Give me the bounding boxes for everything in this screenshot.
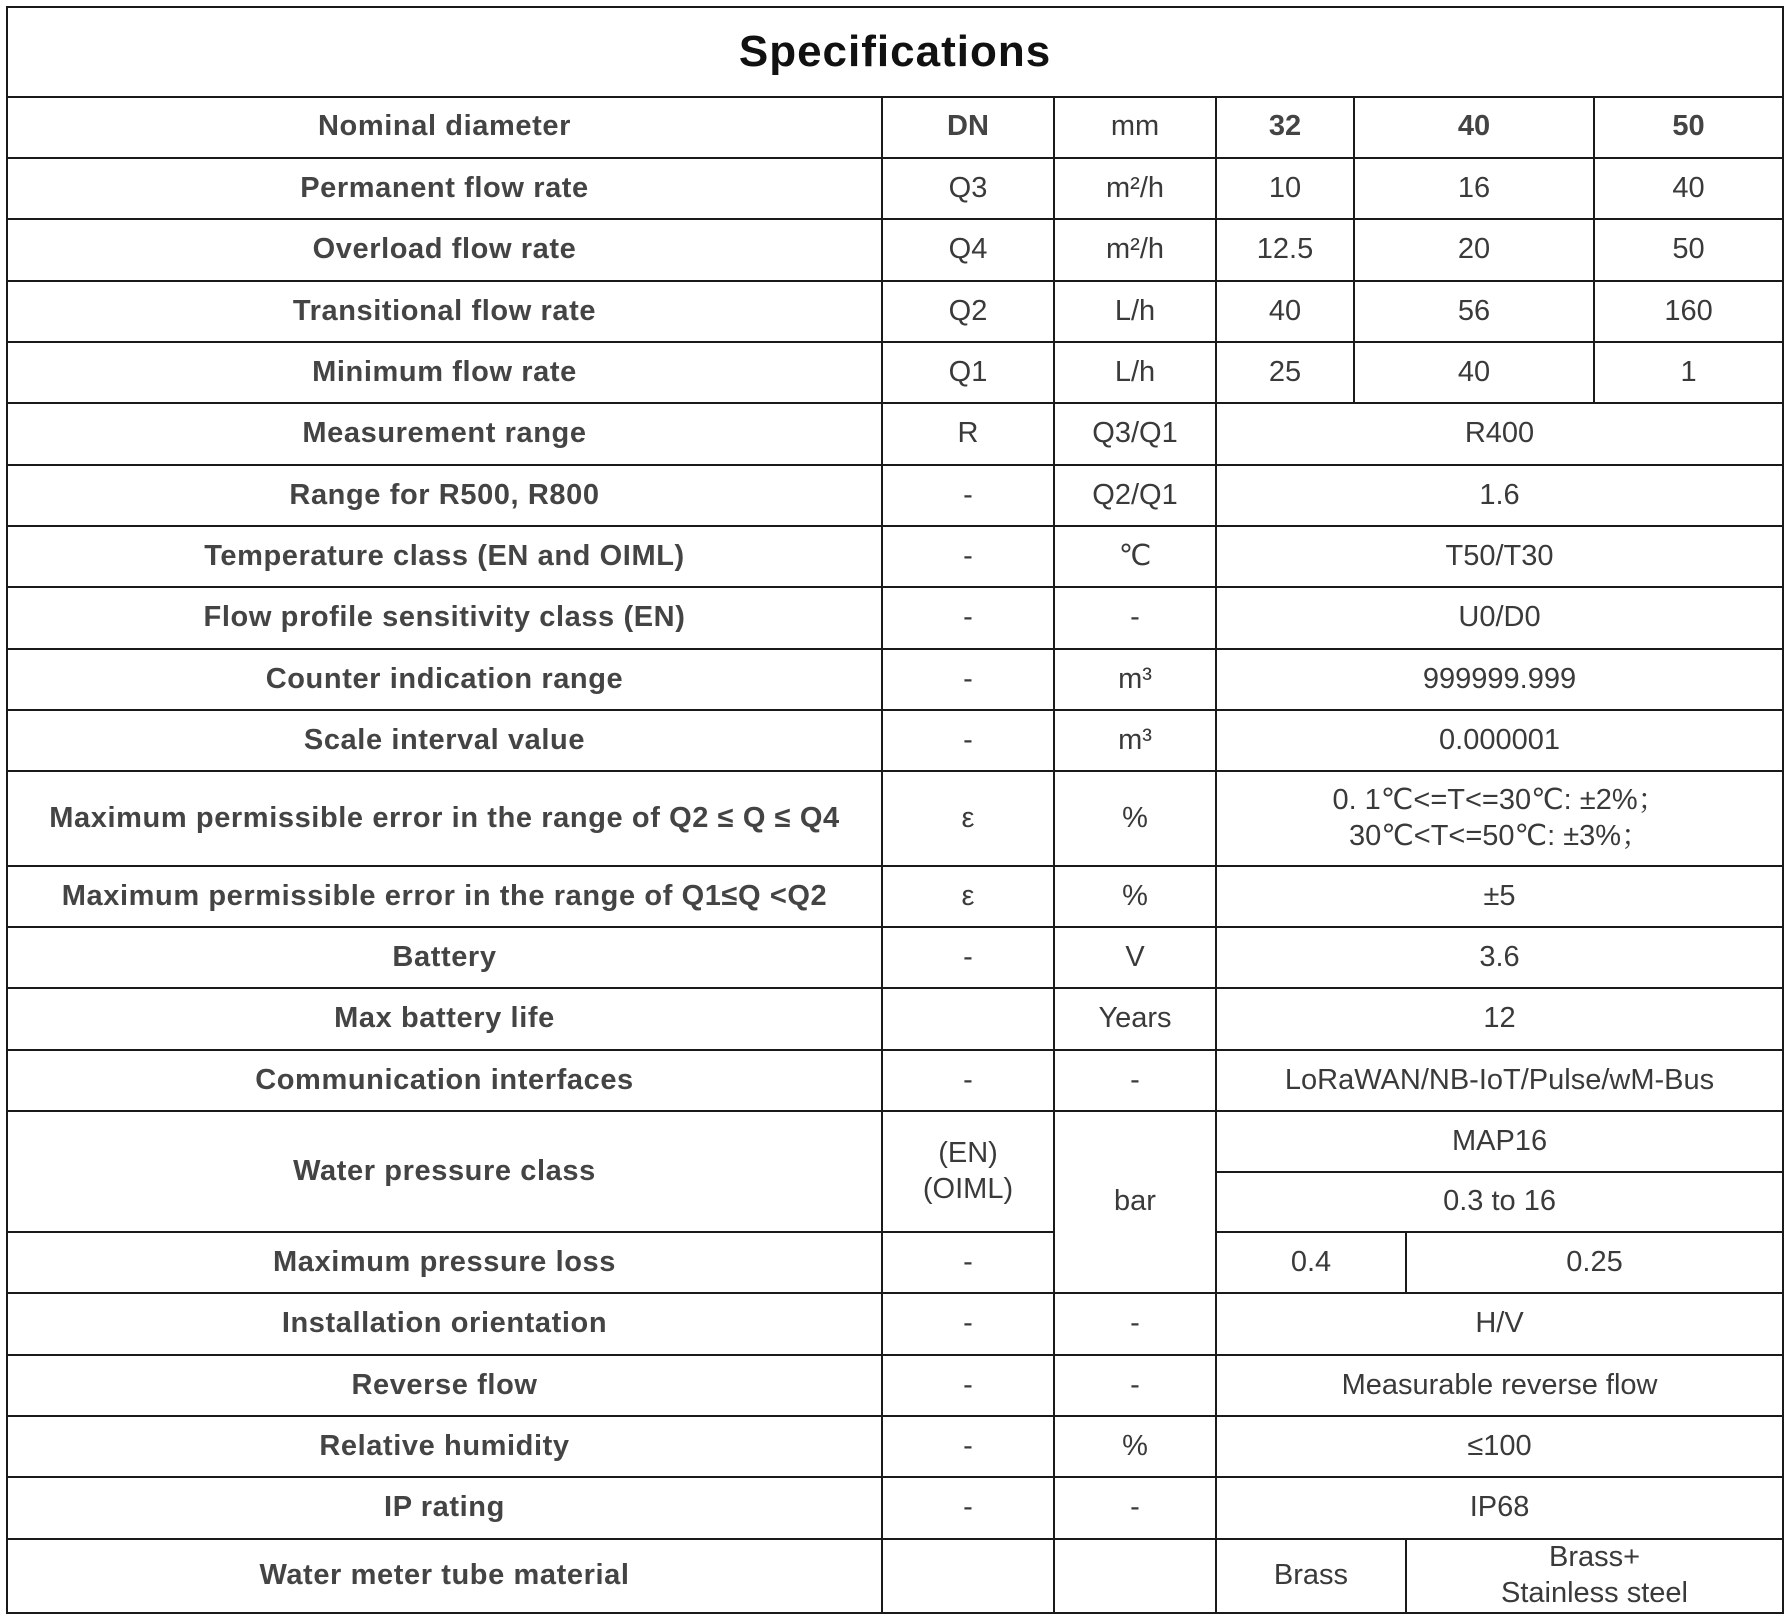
row-value: 0.25	[1406, 1232, 1783, 1293]
pressure-value-en: MAP16	[1216, 1111, 1783, 1171]
row-value: 999999.999	[1216, 649, 1783, 710]
size-50: 50	[1594, 97, 1783, 158]
row-value: 16	[1354, 158, 1594, 219]
row-label: Overload flow rate	[7, 219, 882, 280]
row-label: Reverse flow	[7, 1355, 882, 1416]
material-brass-stainless	[1406, 1539, 1783, 1613]
table-row	[7, 1355, 1783, 1416]
row-symbol: Q2	[882, 281, 1054, 342]
row-value: 1.6	[1216, 465, 1783, 526]
row-symbol: -	[882, 587, 1054, 648]
table-row	[7, 342, 1783, 403]
mpe-line: 0. 1℃<=T<=30℃: ±2%；	[1332, 784, 1667, 817]
row-unit: V	[1054, 927, 1216, 988]
row-value: 40	[1354, 342, 1594, 403]
row-unit: bar	[1054, 1111, 1216, 1293]
row-label: Maximum pressure loss	[7, 1232, 882, 1293]
row-value: 25	[1216, 342, 1354, 403]
table-row	[7, 927, 1783, 988]
table-title: Specifications	[7, 7, 1783, 97]
row-unit: ℃	[1054, 526, 1216, 587]
table-row	[7, 158, 1783, 219]
row-value: 50	[1594, 219, 1783, 280]
table-row	[7, 988, 1783, 1049]
row-value: ≤100	[1216, 1416, 1783, 1477]
row-symbol: -	[882, 1293, 1054, 1354]
row-unit: -	[1054, 1477, 1216, 1538]
row-symbol: -	[882, 710, 1054, 771]
row-label: Flow profile sensitivity class (EN)	[7, 587, 882, 648]
row-label: Nominal diameter	[7, 97, 882, 158]
row-symbol	[882, 988, 1054, 1049]
row-value: 160	[1594, 281, 1783, 342]
row-label: Measurement range	[7, 403, 882, 464]
row-value: 0.000001	[1216, 710, 1783, 771]
row-unit: %	[1054, 1416, 1216, 1477]
row-value: R400	[1216, 403, 1783, 464]
row-label: Transitional flow rate	[7, 281, 882, 342]
row-unit: -	[1054, 587, 1216, 648]
row-unit: Years	[1054, 988, 1216, 1049]
table-row	[7, 1416, 1783, 1477]
table-row	[7, 771, 1783, 866]
row-value: H/V	[1216, 1293, 1783, 1354]
row-unit: -	[1054, 1293, 1216, 1354]
row-value: LoRaWAN/NB-IoT/Pulse/wM-Bus	[1216, 1050, 1783, 1111]
table-row-tube-material	[7, 1539, 1783, 1613]
row-value: ±5	[1216, 866, 1783, 927]
row-label: Max battery life	[7, 988, 882, 1049]
row-symbol	[882, 1111, 1054, 1232]
row-symbol	[882, 1539, 1054, 1613]
table-row	[7, 219, 1783, 280]
table-row-pressure-loss	[7, 1232, 1783, 1293]
row-label: Counter indication range	[7, 649, 882, 710]
row-unit: Q2/Q1	[1054, 465, 1216, 526]
row-label: Scale interval value	[7, 710, 882, 771]
row-label: Communication interfaces	[7, 1050, 882, 1111]
row-value: 12.5	[1216, 219, 1354, 280]
mpe-line: 30℃<T<=50℃: ±3%；	[1348, 819, 1651, 852]
row-unit: L/h	[1054, 342, 1216, 403]
row-unit: m³	[1054, 710, 1216, 771]
row-value: 40	[1216, 281, 1354, 342]
row-unit: m²/h	[1054, 158, 1216, 219]
row-label: Installation orientation	[7, 1293, 882, 1354]
row-unit: L/h	[1054, 281, 1216, 342]
row-value: 3.6	[1216, 927, 1783, 988]
table-row	[7, 1293, 1783, 1354]
row-unit: %	[1054, 866, 1216, 927]
title-row	[7, 7, 1783, 97]
mpe-value-cell	[1216, 771, 1783, 866]
table-row	[7, 465, 1783, 526]
row-symbol: -	[882, 526, 1054, 587]
row-symbol: DN	[882, 97, 1054, 158]
row-value: U0/D0	[1216, 587, 1783, 648]
row-label: IP rating	[7, 1477, 882, 1538]
row-symbol: -	[882, 1477, 1054, 1538]
row-label: Water meter tube material	[7, 1539, 882, 1613]
pressure-symbol-oiml: (OIML)	[922, 1172, 1014, 1205]
table-row	[7, 710, 1783, 771]
table-row	[7, 1050, 1783, 1111]
size-40: 40	[1354, 97, 1594, 158]
row-symbol: R	[882, 403, 1054, 464]
row-label: Relative humidity	[7, 1416, 882, 1477]
row-symbol: ε	[882, 866, 1054, 927]
row-unit: -	[1054, 1355, 1216, 1416]
row-label: Temperature class (EN and OIML)	[7, 526, 882, 587]
table-row	[7, 866, 1783, 927]
table-row	[7, 587, 1783, 648]
material-line: Brass+	[1548, 1541, 1641, 1574]
pressure-value-oiml: 0.3 to 16	[1216, 1172, 1783, 1232]
row-label: Battery	[7, 927, 882, 988]
table-row	[7, 1477, 1783, 1538]
row-label: Range for R500, R800	[7, 465, 882, 526]
row-unit: %	[1054, 771, 1216, 866]
row-symbol: -	[882, 1355, 1054, 1416]
table-row-water-pressure-class	[7, 1111, 1783, 1171]
material-brass: Brass	[1216, 1539, 1406, 1613]
row-value: IP68	[1216, 1477, 1783, 1538]
row-value: Measurable reverse flow	[1216, 1355, 1783, 1416]
table-row	[7, 403, 1783, 464]
row-symbol: ε	[882, 771, 1054, 866]
table-row-nominal-diameter	[7, 97, 1783, 158]
row-unit: -	[1054, 1050, 1216, 1111]
row-symbol: -	[882, 465, 1054, 526]
row-symbol: Q4	[882, 219, 1054, 280]
row-label: Minimum flow rate	[7, 342, 882, 403]
row-value: 12	[1216, 988, 1783, 1049]
row-symbol: -	[882, 1416, 1054, 1477]
row-value: 0.4	[1216, 1232, 1406, 1293]
row-unit: m²/h	[1054, 219, 1216, 280]
row-value: 20	[1354, 219, 1594, 280]
row-symbol: -	[882, 649, 1054, 710]
row-value: 1	[1594, 342, 1783, 403]
row-value: 10	[1216, 158, 1354, 219]
table-row	[7, 526, 1783, 587]
row-symbol: -	[882, 927, 1054, 988]
table-row	[7, 649, 1783, 710]
row-unit: mm	[1054, 97, 1216, 158]
row-symbol: -	[882, 1232, 1054, 1293]
row-value: T50/T30	[1216, 526, 1783, 587]
row-unit	[1054, 1539, 1216, 1613]
row-symbol: Q3	[882, 158, 1054, 219]
size-32: 32	[1216, 97, 1354, 158]
row-unit: m³	[1054, 649, 1216, 710]
table-row	[7, 281, 1783, 342]
material-line: Stainless steel	[1501, 1576, 1689, 1609]
row-value: 56	[1354, 281, 1594, 342]
row-symbol: Q1	[882, 342, 1054, 403]
row-label: Water pressure class	[7, 1111, 882, 1232]
row-label: Permanent flow rate	[7, 158, 882, 219]
row-value: 40	[1594, 158, 1783, 219]
pressure-symbol-en: (EN)	[938, 1137, 998, 1170]
row-symbol: -	[882, 1050, 1054, 1111]
row-label: Maximum permissible error in the range of Q1≤Q <Q2	[7, 866, 882, 927]
row-unit: Q3/Q1	[1054, 403, 1216, 464]
row-label: Maximum permissible error in the range of Q2 ≤ Q ≤ Q4	[7, 771, 882, 866]
specifications-table	[6, 6, 1784, 1614]
